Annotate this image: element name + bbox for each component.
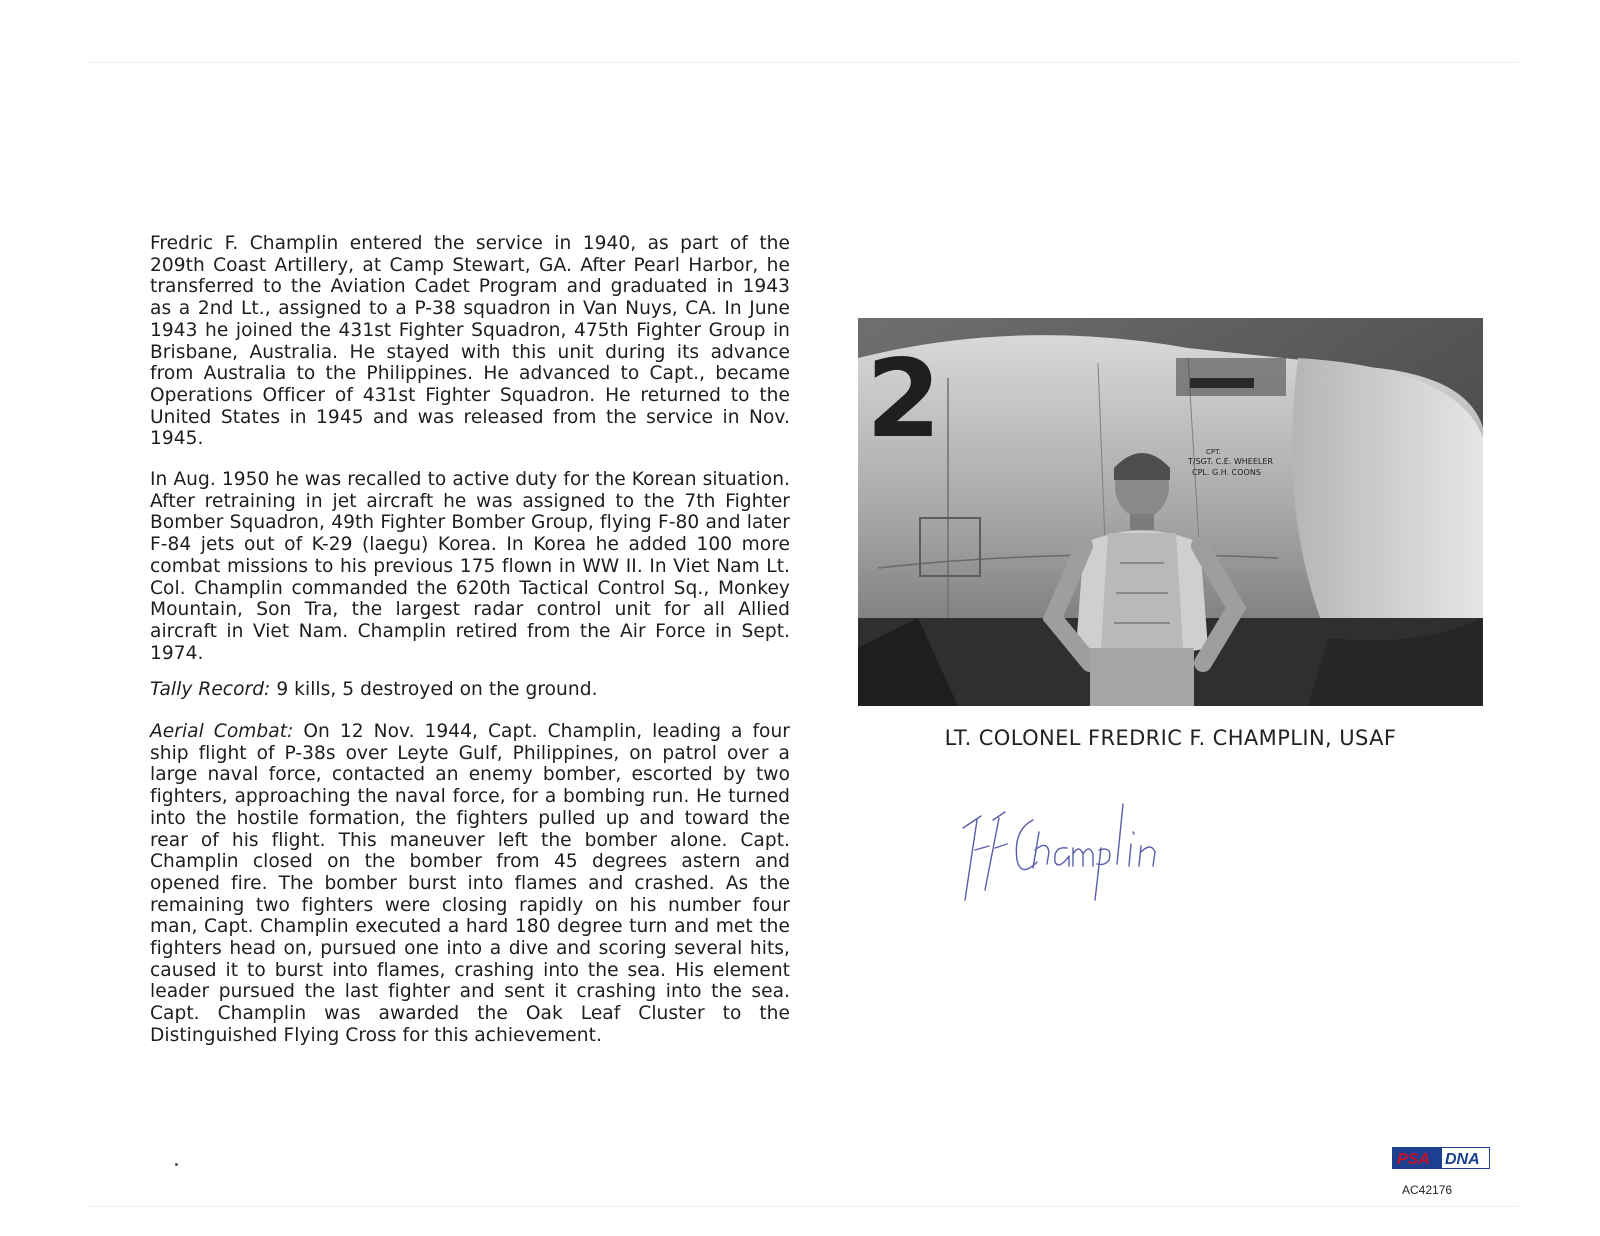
autograph-signature [955,790,1195,920]
paragraph-korea-vietnam: In Aug. 1950 he was recalled to active duty for the Korean situation. After retraining in jet aircraft he was assigned to the 7th Fighter Bomber Squadron, 49th Fighter Bomber Group, flying F-80 and later F-84 jets out of K-29 (laegu) Korea. In Korea he added 100 more combat missions to his previous 175 flown in WW II. In Viet Nam Lt. Col. Champlin commanded the 620th Tactical Control Sq., Monkey Mountain, Son Tra, the largest radar control unit for all Allied aircraft in Viet Nam. Champlin retired from the Air Force in Sept. 1974. [150,469,790,664]
psa-logo-text: PSA [1397,1151,1430,1168]
dna-logo-text: DNA [1445,1151,1480,1168]
aircraft-number: 2 [866,337,942,462]
print-speck [175,1163,178,1166]
paragraph-tally-record [150,679,790,701]
photo-caption: LT. COLONEL FREDRIC F. CHAMPLIN, USAF [944,726,1397,750]
bottom-border-line [88,1206,1518,1207]
paragraph-service-history: Fredric F. Champlin entered the service in 1940, as part of the 209th Coast Artillery, at Camp Stewart, GA. After Pearl Harbor, he transferred to the Aviation Cadet Program and graduated in 1943 as a 2nd Lt., assigned to a P-38 squadron in Van Nuys, CA. In June 1943 he joined the 431st Fighter Squadron, 475th Fighter Group in Brisbane, Australia. He stayed with this unit during its advance from Australia to the Philippines. He advanced to Capt., became Operations Officer of 431st Fighter Squadron. He returned to the United States in 1945 and was released from the service in Nov. 1945. [150,233,790,450]
tally-record-label: Tally Record: [150,679,271,700]
pilot-photograph [858,318,1483,706]
crew-chief-name: T/SGT. C.E. WHEELER [1188,457,1273,466]
psa-dna-logo [1392,1147,1490,1169]
tally-record-value: 9 kills, 5 destroyed on the ground. [276,679,598,700]
crew-label: CPT. [1206,448,1221,456]
top-border-line [88,62,1518,63]
aerial-combat-label: Aerial Combat: [150,721,294,742]
crew-assistant-name: CPL. G.H. COONS [1192,468,1261,477]
paragraph-aerial-combat [150,721,790,1047]
aerial-combat-text: On 12 Nov. 1944, Capt. Champlin, leading a four ship flight of P-38s over Leyte Gulf, Philippines, on patrol over a large naval force, contacted an enemy bomber, escorted by two fighters, approaching the naval force, for a bombing run. He turned into the hostile formation, the fighters pulled up and toward the rear of his flight. This maneuver left the bomber alone. Capt. Champlin closed on the bomber from 45 degrees astern and opened fire. The bomber burst into flames and crashed. As the remaining two fighters were closing rapidly on his number four man, Capt. Champlin executed a hard 180 degree turn and met the fighters head on, pursued one into a dive and scoring several hits, caused it to burst into flames, crashing into the sea. His element leader pursued the last fighter and sent it crashing into the sea. Capt. Champlin was awarded the Oak Leaf Cluster to the Distinguished Flying Cross for this achievement. [150,721,790,1046]
certification-number: AC42176 [1402,1183,1453,1197]
